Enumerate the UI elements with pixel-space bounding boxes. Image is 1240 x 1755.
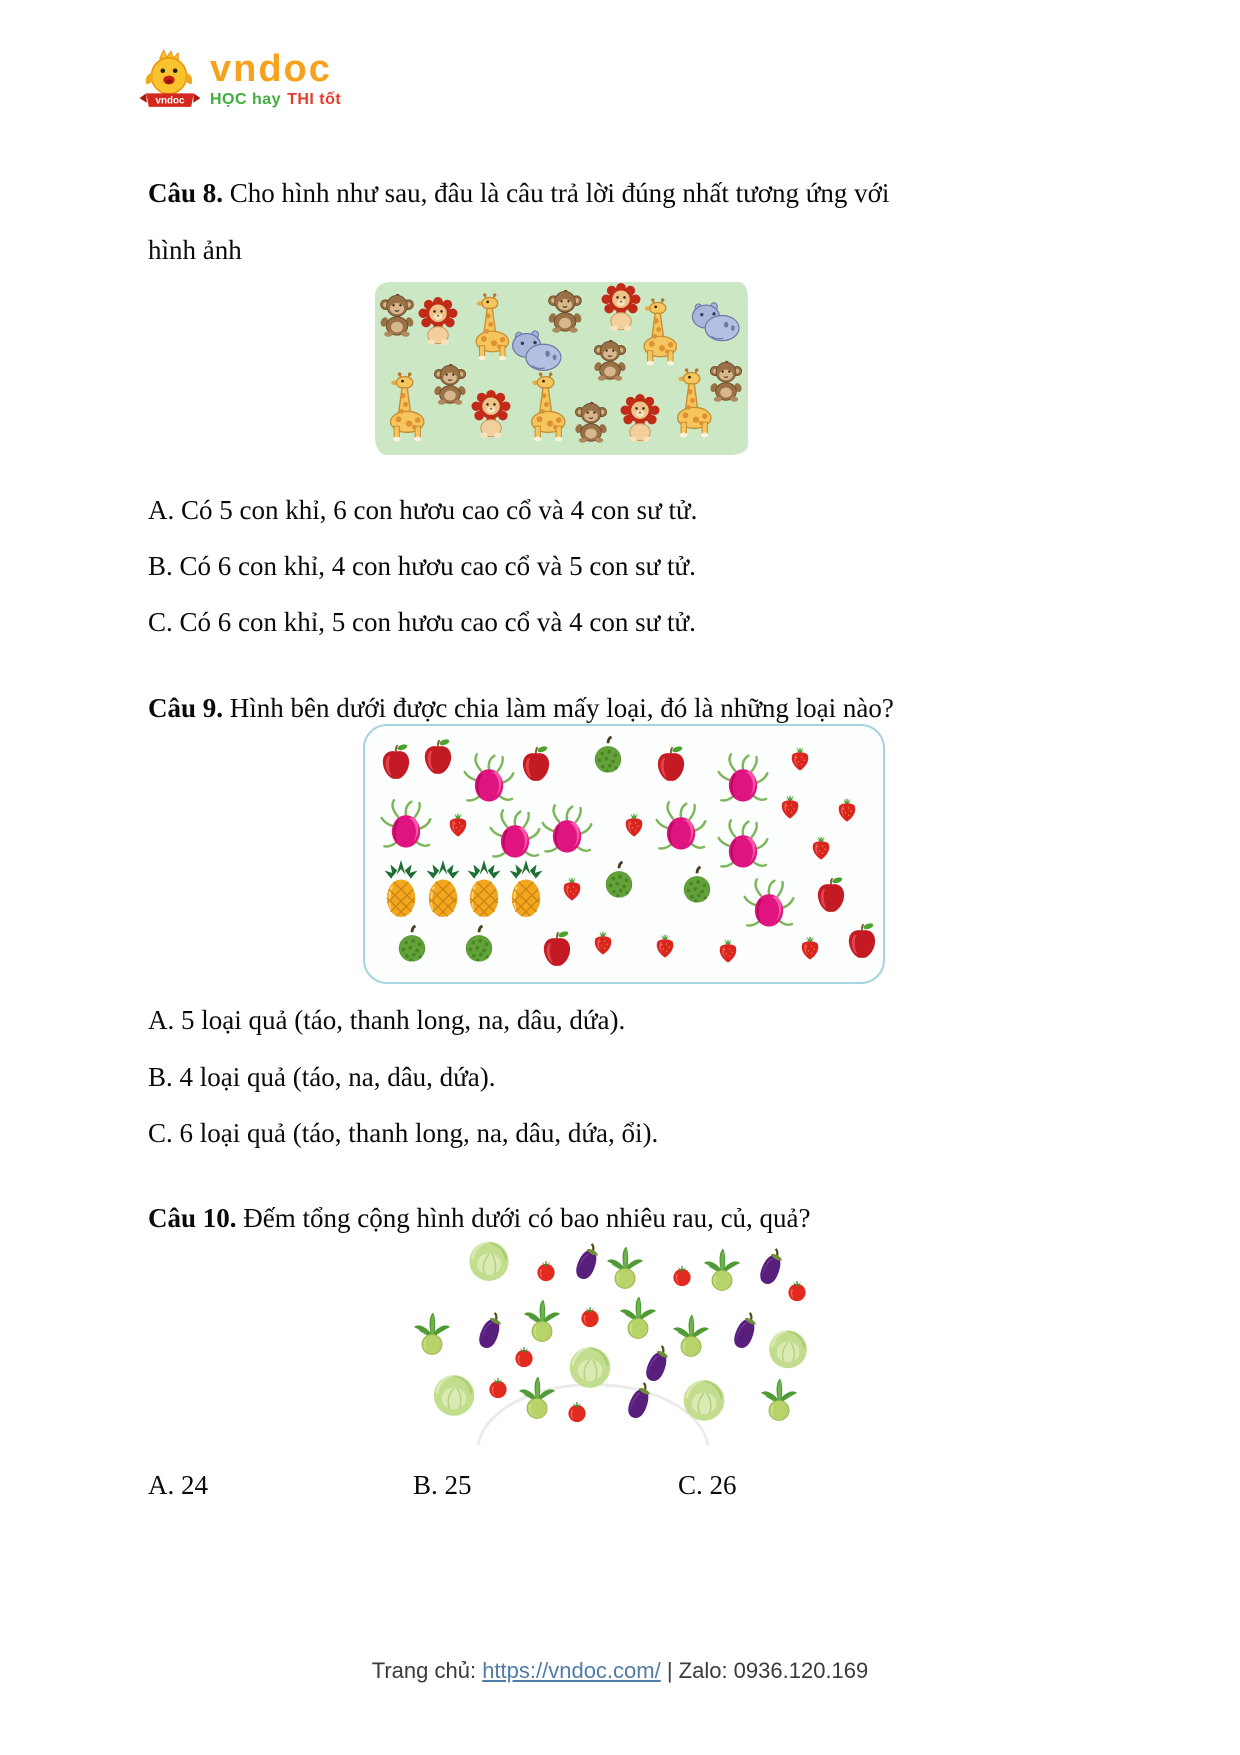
q9-option-c: C. 6 loại quả (táo, thanh long, na, dâu, dứa, ổi). bbox=[148, 1118, 659, 1148]
q10-option-a: A. 24 bbox=[148, 1470, 208, 1500]
tomato-icon bbox=[575, 1302, 605, 1332]
tomato-icon bbox=[782, 1276, 810, 1306]
cabbage-icon bbox=[675, 1370, 733, 1428]
strawberry-icon bbox=[794, 930, 826, 962]
tagline-red: THI tốt bbox=[287, 91, 342, 108]
apple-icon bbox=[536, 928, 578, 970]
q8-option-a: A. Có 5 con khỉ, 6 con hươu cao cổ và 4 con sư tử. bbox=[148, 495, 698, 525]
na-icon bbox=[674, 864, 720, 910]
question-10-label: Câu 10. bbox=[148, 1203, 237, 1233]
question-8-label: Câu 8. bbox=[148, 178, 224, 208]
strawberry-icon bbox=[831, 792, 863, 824]
dragonfruit-icon bbox=[540, 804, 594, 858]
strawberry-icon bbox=[805, 830, 837, 862]
question-8 bbox=[148, 165, 943, 279]
monkey-icon bbox=[569, 400, 613, 444]
q9-option-a: A. 5 loại quả (táo, thanh long, na, dâu, dứa). bbox=[148, 1005, 626, 1035]
eggplant-icon bbox=[466, 1308, 512, 1354]
apple-icon bbox=[375, 741, 417, 783]
kohlrabi-icon bbox=[518, 1296, 566, 1344]
monkey-icon bbox=[588, 338, 632, 382]
lion-icon bbox=[615, 394, 665, 444]
tomato-icon bbox=[483, 1373, 513, 1403]
lion-icon bbox=[413, 297, 463, 347]
apple-icon bbox=[515, 743, 557, 785]
strawberry-icon bbox=[556, 871, 588, 903]
question-8-figure-animals bbox=[375, 282, 748, 455]
kohlrabi-icon bbox=[755, 1375, 803, 1423]
strawberry-icon bbox=[442, 807, 474, 839]
na-icon bbox=[585, 734, 631, 780]
apple-icon bbox=[650, 743, 692, 785]
strawberry-icon bbox=[587, 925, 619, 957]
tagline-green: HỌC hay bbox=[210, 91, 282, 108]
cabbage-icon bbox=[461, 1232, 517, 1288]
question-8-text: Cho hình như sau, đâu là câu trả lời đúng nhất tương ứng với hình ảnh bbox=[148, 178, 890, 265]
kohlrabi-icon bbox=[698, 1245, 746, 1293]
kohlrabi-icon bbox=[614, 1293, 662, 1341]
dragonfruit-icon bbox=[488, 809, 542, 863]
banner-text: vndoc bbox=[155, 95, 185, 107]
brand-text: vndoc bbox=[210, 48, 332, 90]
cabbage-icon bbox=[761, 1321, 810, 1375]
dragonfruit-icon bbox=[742, 878, 796, 932]
question-9 bbox=[148, 691, 894, 725]
cabbage-icon bbox=[561, 1337, 619, 1395]
tomato-icon bbox=[509, 1342, 539, 1372]
strawberry-icon bbox=[618, 807, 650, 839]
strawberry-icon bbox=[774, 789, 806, 821]
strawberry-icon bbox=[784, 741, 816, 773]
question-9-text: Hình bên dưới được chia làm mấy loại, đó là những loại nào? bbox=[223, 693, 894, 723]
q9-option-b: B. 4 loại quả (táo, na, dâu, dứa). bbox=[148, 1062, 496, 1092]
brand-tagline bbox=[210, 91, 341, 109]
footer-prefix: Trang chủ: bbox=[371, 1658, 483, 1683]
kohlrabi-icon bbox=[408, 1309, 456, 1357]
cabbage-icon bbox=[425, 1365, 483, 1423]
na-icon bbox=[389, 923, 435, 969]
apple-icon bbox=[841, 920, 883, 962]
chick-mascot-icon bbox=[136, 48, 204, 112]
question-10-figure-vegetables bbox=[370, 1225, 810, 1445]
tomato-icon bbox=[562, 1397, 592, 1427]
strawberry-icon bbox=[649, 928, 681, 960]
kohlrabi-icon bbox=[601, 1243, 649, 1291]
q10-option-b: B. 25 bbox=[413, 1470, 472, 1500]
dragonfruit-icon bbox=[462, 753, 516, 807]
q8-option-b: B. Có 6 con khỉ, 4 con hươu cao cổ và 5 con sư tử. bbox=[148, 551, 696, 581]
lion-icon bbox=[466, 390, 516, 440]
pineapple-icon bbox=[496, 860, 556, 920]
eggplant-icon bbox=[615, 1378, 661, 1424]
dragonfruit-icon bbox=[716, 753, 770, 807]
question-9-figure-fruits bbox=[363, 724, 885, 984]
dragonfruit-icon bbox=[716, 819, 770, 873]
apple-icon bbox=[810, 874, 852, 916]
vndoc-logo bbox=[136, 48, 341, 112]
q8-option-c: C. Có 6 con khỉ, 5 con hươu cao cổ và 4 con sư tử. bbox=[148, 607, 696, 637]
dragonfruit-icon bbox=[379, 799, 433, 853]
apple-icon bbox=[417, 736, 459, 778]
dragonfruit-icon bbox=[654, 801, 708, 855]
q10-option-c: C. 26 bbox=[678, 1470, 737, 1500]
question-9-label: Câu 9. bbox=[148, 693, 224, 723]
footer-suffix: | Zalo: 0936.120.169 bbox=[660, 1658, 869, 1683]
page-footer bbox=[0, 1658, 1240, 1684]
question-10-text: Đếm tổng cộng hình dưới có bao nhiêu rau, củ, quả? bbox=[236, 1203, 811, 1233]
kohlrabi-icon bbox=[513, 1373, 561, 1421]
monkey-icon bbox=[704, 359, 748, 403]
na-icon bbox=[596, 859, 642, 905]
footer-home-link[interactable]: https://vndoc.com/ bbox=[482, 1658, 661, 1683]
tomato-icon bbox=[531, 1256, 561, 1286]
tomato-icon bbox=[667, 1261, 697, 1291]
hippo-icon bbox=[687, 295, 741, 349]
na-icon bbox=[456, 923, 502, 969]
monkey-icon bbox=[542, 288, 588, 334]
giraffe-icon bbox=[628, 298, 696, 366]
strawberry-icon bbox=[712, 933, 744, 965]
